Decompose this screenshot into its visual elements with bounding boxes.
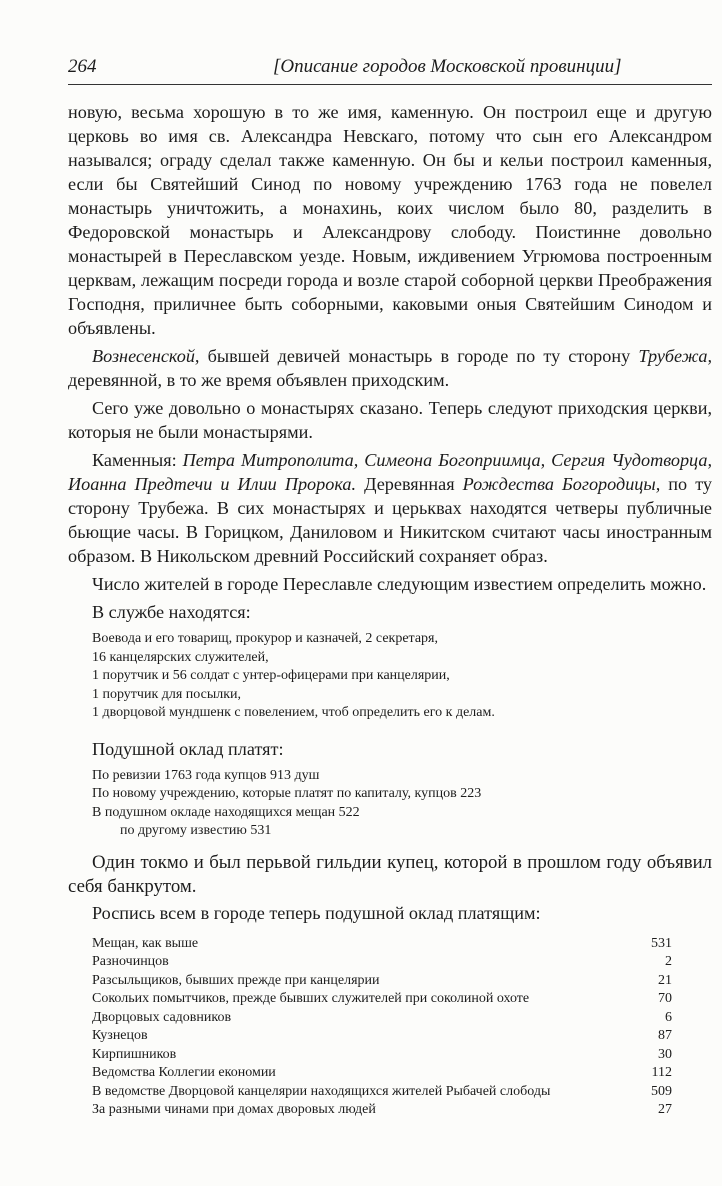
- roster-count: 2: [665, 954, 672, 969]
- roster-count: 531: [651, 935, 672, 951]
- service-heading: В службе находятся:: [92, 602, 251, 622]
- roster-name: Мещан, как выше: [92, 935, 199, 951]
- italic-trubezh: Трубежа,: [638, 346, 712, 366]
- paragraph-parish-intro: Сего уже довольно о монастырях сказано. Теперь следуют приходския церкви, которыя не были монастырями.: [68, 398, 712, 442]
- running-title: [Описание городов Московской провинции]: [273, 56, 622, 77]
- table-row: [92, 1083, 672, 1102]
- table-row: [92, 1046, 672, 1065]
- roster-name: Дворцовых садовников: [92, 1009, 232, 1025]
- roster-name: Ведомства Коллегии економии: [92, 1065, 276, 1080]
- text-span: бывшей девичей монастырь в городе по ту сторону: [199, 346, 639, 366]
- list-item: В подушном окладе находящихся мещан 522: [92, 804, 360, 820]
- roster-count: 112: [651, 1065, 672, 1080]
- service-list: [92, 630, 712, 723]
- roster-name: Сокольих помытчиков, прежде бывших служителей при соколиной охоте: [92, 991, 530, 1006]
- text-span: по ту сторону Трубежа. В сих монастырях и церьквах находятся четверы публичные бьющие часы. В Горицком, Даниловом и Никитском считают часы иностранным образом. В Никольском древний Российский сохраняет образ.: [68, 474, 712, 566]
- paragraph-churches: [68, 448, 712, 568]
- paragraph-monastery: новую, весьма хорошую в то же имя, каменную. Он построил еще и другую церковь во имя св. Александра Невскаго, потому что сын его Александром назывался; ограду сделал также каменную. Он бы и кельи построил каменныя, если бы Святейший Синод по новому учреждению 1763 года не повелел монастырь уничтожить, а монахинь, коих числом было 80, разделить в Федоровской монастырь и Александрову слободу. Поистинне довольно монастырей в Переславском уезде. Новым, иждивением Угрюмова построенным церквам, лежащим посреди города и возле старой соборной церкви Преображения Господня, приличнее быть соборными, каковыми оныя Святейшим Синодом и объявлены.: [68, 102, 712, 338]
- list-item: 16 канцелярских служителей,: [92, 649, 269, 665]
- roster-table: [92, 935, 672, 1120]
- italic-wooden-church: Рождества Богородицы,: [462, 474, 661, 494]
- roster-name: Разсыльщиков, бывших прежде при канцелярии: [92, 972, 380, 988]
- roster-count: 21: [658, 972, 672, 988]
- italic-stone-churches: Петра Митрополита, Симеона Богоприимца, Сергия Чудотворца, Иоанна Предтечи и Илии Пророка.: [68, 450, 713, 494]
- list-item: 1 порутчик для посылки,: [92, 686, 242, 702]
- roster-name: За разными чинами при домах дворовых людей: [92, 1102, 376, 1117]
- table-row: [92, 1027, 672, 1046]
- italic-voznesensky: Вознесенской,: [92, 346, 200, 366]
- roster-name: Разночинцов: [92, 954, 169, 969]
- roster-count: 6: [665, 1009, 672, 1025]
- table-row: [92, 1009, 672, 1028]
- text-span: деревянной, в то же время объявлен приходским.: [68, 370, 450, 390]
- roster-count: 30: [658, 1046, 672, 1062]
- roster-count: 70: [658, 991, 672, 1006]
- table-row: [92, 1101, 672, 1120]
- paragraph-population: Число жителей в городе Переславле следующим известием определить можно.: [92, 574, 707, 594]
- roster-name: Кирпишников: [92, 1046, 177, 1062]
- text-span: Деревянная: [356, 474, 463, 494]
- roster-count: 27: [658, 1102, 672, 1117]
- table-row: [92, 935, 672, 954]
- table-row: [92, 990, 672, 1009]
- list-item: по другому известию 531: [120, 823, 272, 838]
- poll-tax-list: [92, 767, 712, 841]
- list-item: По ревизии 1763 года купцов 913 душ: [92, 767, 320, 783]
- table-row: [92, 953, 672, 972]
- page-number: 264: [68, 56, 97, 77]
- body-text: [68, 100, 712, 1120]
- page-header: [68, 54, 712, 85]
- roster-count: 509: [651, 1083, 672, 1099]
- list-item: По новому учреждению, которые платят по капиталу, купцов 223: [92, 786, 482, 801]
- roster-name: Кузнецов: [92, 1028, 148, 1043]
- text-span: Каменныя:: [92, 450, 183, 470]
- roster-heading: Роспись всем в городе теперь подушной оклад платящим:: [92, 902, 541, 923]
- poll-tax-heading: Подушной оклад платят:: [92, 738, 284, 759]
- table-row: [92, 972, 672, 991]
- list-item: 1 дворцовой мундшенк с повелением, чтоб определить его к делам.: [92, 705, 495, 720]
- paragraph-bankrupt: Один токмо и был перьвой гильдии купец, которой в прошлом году объявил себя банкрутом.: [68, 851, 712, 897]
- list-item: 1 порутчик и 56 солдат с унтер-офицерами при канцелярии,: [92, 668, 450, 683]
- roster-name: В ведомстве Дворцовой канцелярии находящихся жителей Рыбачей слободы: [92, 1083, 551, 1099]
- list-item: Воевода и его товарищ, прокурор и казначей, 2 секретаря,: [92, 631, 438, 646]
- roster-count: 87: [658, 1028, 672, 1043]
- paragraph-voznesensky: [68, 344, 712, 392]
- table-row: [92, 1064, 672, 1083]
